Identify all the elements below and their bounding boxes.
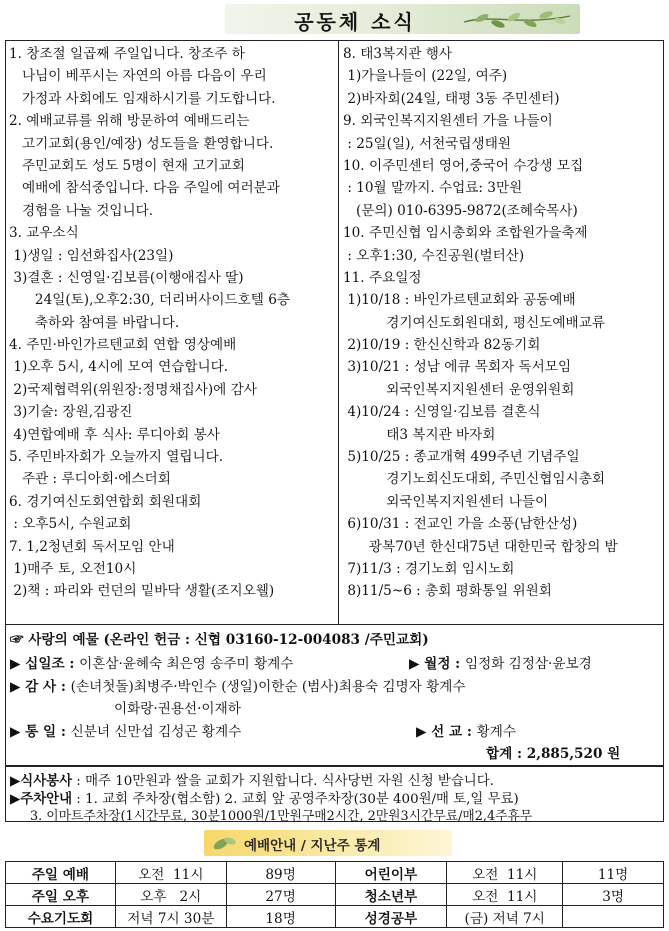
right-column-line: 5)10/25 : 종교개혁 499주년 기념주일 xyxy=(343,449,580,466)
left-column-line: 경험을 나눌 것입니다. xyxy=(9,202,154,219)
right-column-line: 4)10/24 : 신영일·김보름 결혼식 xyxy=(343,404,541,421)
tithe-label: ▶ 십일조 : xyxy=(10,656,80,672)
right-column-line: 10. 이주민센터 영어,중국어 수강생 모집 xyxy=(343,157,584,174)
right-column-line: 6)10/31 : 전교인 가을 소풍(남한산성) xyxy=(343,516,578,533)
left-column-line: : 오후5시, 수원교회 xyxy=(9,516,132,533)
mission-names: 황계수 xyxy=(476,724,517,740)
right-column-line: 3)10/21 : 성남 에큐 목회자 독서모임 xyxy=(343,359,572,376)
left-column-line: 1)생일 : 임선화집사(23일) xyxy=(9,247,174,264)
parking-text: : 1. 교회 주차장(협소함) 2. 교회 앞 공영주차장(30분 400원/매 토,일 무료) xyxy=(72,792,519,807)
right-column-line: 외국인복지지원센터 나들이 xyxy=(343,493,549,510)
table-cell: 27명 xyxy=(226,884,335,906)
table-cell: (금) 저녁 7시 xyxy=(447,906,563,928)
right-column-line: 광복70년 한신대75년 대한민국 합창의 밤 xyxy=(343,538,618,555)
left-column-line: 3)기술: 장원,김광진 xyxy=(9,404,133,421)
right-column-line: (문의) 010-6395-9872(조혜숙목사) xyxy=(343,202,578,219)
news-panel xyxy=(5,40,664,625)
right-column-line: 11. 주요일정 xyxy=(343,269,422,286)
left-column-line: 1. 창조절 일곱째 주일입니다. 창조주 하 xyxy=(9,46,245,62)
table-cell: 오전 11시 xyxy=(447,884,563,906)
offering-section xyxy=(5,625,664,766)
right-column-line: : 오후1:30, 수진공원(벌터산) xyxy=(343,247,525,264)
table-cell: 89명 xyxy=(226,862,335,884)
left-column-line: 가정과 사회에도 임재하시기를 기도합니다. xyxy=(9,90,276,107)
right-column xyxy=(343,41,661,603)
left-column-line: 4)연합예배 후 식사: 루디아회 봉사 xyxy=(9,426,220,443)
left-column-line: 24일(토),오후2:30, 더리버사이드호텔 6층 xyxy=(9,292,290,309)
right-column-line: 9. 외국인복지지원센터 가을 나들이 xyxy=(343,113,553,130)
left-column-line: 2)국제협력위(위원장:정명채집사)에 감사 xyxy=(9,381,257,398)
parking-notice-cont: 3. 이마트주차장(1시간무료, 30분1000원/1만원구매2시간, 2만원3시간무료/매2,4주휴무 xyxy=(30,809,533,824)
service-name-cell: 주일 오후 xyxy=(6,884,116,906)
service-name-cell: 주일 예배 xyxy=(6,862,116,884)
right-column-line: 7)11/3 : 경기노회 임시노회 xyxy=(343,560,515,577)
offering-thanks xyxy=(10,675,466,695)
mission-label: ▶ 선 교 : xyxy=(416,724,477,740)
table-cell: 11명 xyxy=(563,862,664,884)
left-column-line: 1)오후 5시, 4시에 모여 연습합니다. xyxy=(9,359,229,376)
table-cell: 저녁 7시 30분 xyxy=(115,906,226,928)
meal-notice xyxy=(10,770,494,789)
right-column-line: : 25일(일), 서천국립생태원 xyxy=(343,135,511,152)
total-value: 2,885,520 원 xyxy=(526,746,621,762)
right-column-line: 태3 복지관 바자회 xyxy=(343,426,496,443)
page-header xyxy=(225,4,580,34)
right-column-line: 1)10/18 : 바인가르텐교회와 공동예배 xyxy=(343,292,576,309)
offering-tithe xyxy=(10,652,293,672)
unity-label: ▶ 통 일 : xyxy=(10,724,71,740)
table-cell: 18명 xyxy=(226,906,335,928)
worship-header xyxy=(204,830,452,856)
tithe-names: 이혼삼·윤혜숙 최은영 송주미 황계수 xyxy=(79,656,294,672)
left-column-line: 5. 주민바자회가 오늘까지 열립니다. xyxy=(9,449,224,466)
worship-title: 예배안내 / 지난주 통계 xyxy=(244,838,381,854)
table-row xyxy=(6,906,664,928)
column-divider xyxy=(338,41,339,624)
left-column-line: 4. 주민·바인가르텐교회 연합 영상예배 xyxy=(9,337,237,354)
right-column-line: 10. 주민신협 임시총회와 조합원가을축제 xyxy=(343,225,588,242)
right-column-line: 외국인복지지원센터 운영위원회 xyxy=(343,381,575,398)
right-column-line: 경기노회신도대회, 주민신협임시총회 xyxy=(343,471,605,488)
service-name-cell: 어린이부 xyxy=(335,862,447,884)
thanks-names: (손녀첫돌)최병주·박인수 (생일)이한순 (범사)최용숙 김명자 황계수 xyxy=(70,679,466,695)
left-column-line: 7. 1,2청년회 독서모임 안내 xyxy=(9,538,175,555)
table-cell: 오후 2시 xyxy=(115,884,226,906)
left-column-line: 3. 교우소식 xyxy=(9,225,79,242)
meal-text: : 매주 10만원과 쌀을 교회가 지원합니다. 식사당번 자원 신청 받습니다. xyxy=(72,774,494,789)
right-column-line: 8)11/5~6 : 총회 평화통일 위원회 xyxy=(343,583,552,600)
left-column-line: 축하와 참여를 바랍니다. xyxy=(9,314,180,331)
left-column-line: 2. 예배교류를 위해 방문하여 예배드리는 xyxy=(9,113,250,130)
notice-section xyxy=(5,766,664,822)
service-name-cell: 청소년부 xyxy=(335,884,447,906)
worship-table xyxy=(5,861,664,928)
table-cell: 오전 11시 xyxy=(115,862,226,884)
right-column-line: 2)10/19 : 한신신학과 82동기회 xyxy=(343,337,541,354)
total-label: 합계 : xyxy=(486,746,527,762)
left-column-line: 2)책 : 파리와 런던의 밑바닥 생활(조지오웰) xyxy=(9,583,275,600)
table-row xyxy=(6,862,664,884)
monthly-names: 임정화 김정삼·윤보경 xyxy=(464,656,592,672)
unity-names: 신분녀 신만섭 김성곤 황계수 xyxy=(70,724,242,740)
table-cell xyxy=(563,906,664,928)
left-column-line: 주관 : 루디아회·에스더회 xyxy=(9,471,171,488)
parking-label: ▶주차안내 xyxy=(10,791,73,807)
meal-label: ▶식사봉사 xyxy=(10,773,73,789)
offering-heading: ☞ 사랑의 예물 (온라인 헌금 : 신협 03160-12-004083 /주민교회) xyxy=(10,632,429,648)
offering-total xyxy=(486,742,620,762)
left-column-line: 6. 경기여신도회연합회 회원대회 xyxy=(9,493,202,510)
right-column-line: 2)바자회(24일, 태평 3동 주민센터) xyxy=(343,90,560,107)
service-name-cell: 수요기도회 xyxy=(6,906,116,928)
left-column xyxy=(9,41,335,603)
right-column-line: : 10월 말까지. 수업료: 3만원 xyxy=(343,180,523,197)
leaf-icon xyxy=(212,833,238,853)
left-column-line: 나님이 베푸시는 자연의 아름 다음이 우리 xyxy=(9,68,267,85)
left-column-line: 3)결혼 : 신영일·김보름(이행애집사 딸) xyxy=(9,269,244,286)
monthly-label: ▶ 월정 : xyxy=(409,656,465,672)
service-name-cell: 성경공부 xyxy=(335,906,447,928)
table-row xyxy=(6,884,664,906)
offering-mission xyxy=(416,720,516,740)
leaf-sprig-icon xyxy=(462,8,572,32)
right-column-line: 1)가을나들이 (22일, 여주) xyxy=(343,68,508,85)
right-column-line: 8. 태3복지관 행사 xyxy=(343,46,453,62)
offering-unity xyxy=(10,720,241,740)
left-column-line: 예배에 참석중입니다. 다음 주일에 여러분과 xyxy=(9,180,280,197)
right-column-line: 경기여신도회원대회, 평신도예배교류 xyxy=(343,314,605,331)
left-column-line: 주민교회도 성도 5명이 현재 고기교회 xyxy=(9,157,245,174)
thanks-label: ▶ 감 사 : xyxy=(10,679,71,695)
offering-monthly xyxy=(409,652,592,672)
left-column-line: 고기교회(용인/예장) 성도들을 환영합니다. xyxy=(9,135,274,152)
table-cell: 오전 11시 xyxy=(447,862,563,884)
offering-thanks-cont: 이화랑·권용선·이재하 xyxy=(114,701,241,717)
left-column-line: 1)매주 토, 오전10시 xyxy=(9,560,137,577)
table-cell: 3명 xyxy=(563,884,664,906)
page-title: 공동체 소식 xyxy=(294,10,416,34)
